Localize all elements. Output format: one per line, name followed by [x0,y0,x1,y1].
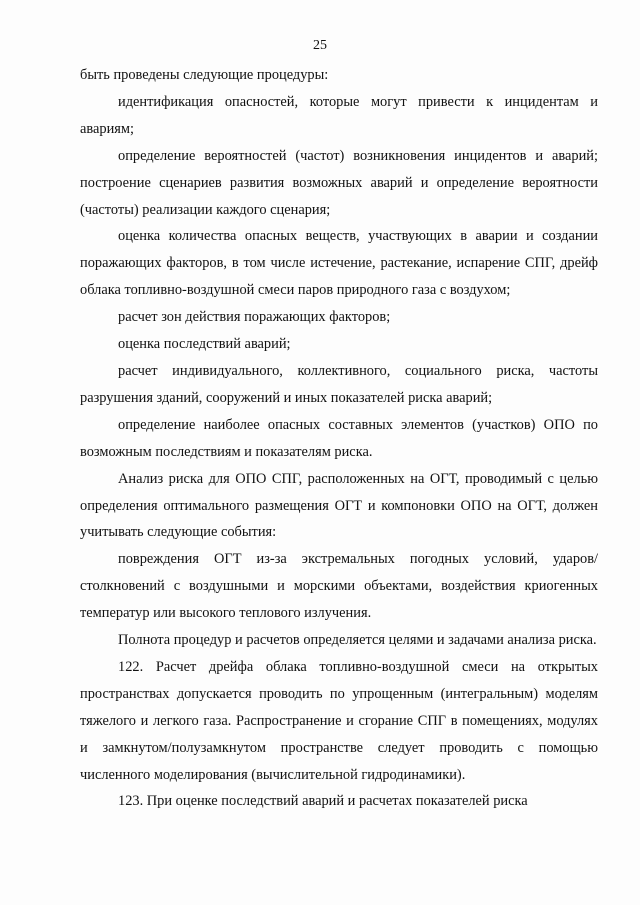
paragraph-risk-analysis: Анализ риска для ОПО СПГ, расположенных на ОГТ, проводимый с целью определения оптимального размещения ОГТ и компоновки ОПО на ОГТ, должен учитывать следующие события: [80,470,598,541]
paragraph-consequences: оценка последствий аварий; [118,336,291,353]
paragraph-damage-zones: расчет зон действия поражающих факторов; [118,309,391,326]
paragraph-hazard-identification: идентификация опасностей, которые могут привести к инцидентам и авариям; [80,93,598,137]
paragraph-dangerous-elements: определение наиболее опасных составных элементов (участков) ОПО по возможным последствиям и показателям риска. [80,416,598,460]
paragraph-intro: быть проведены следующие процедуры: [80,67,329,83]
document-body [80,62,598,815]
paragraph-clause-123: 123. При оценке последствий аварий и расчетах показателей риска [118,793,528,810]
paragraph-risk-calculation: расчет индивидуального, коллективного, социального риска, частоты разрушения зданий, сооружений и иных показателей риска аварий; [80,362,598,406]
paragraph-hazardous-substances: оценка количества опасных веществ, участвующих в аварии и создании поражающих факторов, в том числе истечение, растекание, испарение СПГ, дрейф облака топливно-воздушной смеси паров природного газа с воздухом; [80,228,598,299]
paragraph-damage-events: повреждения ОГТ из-за экстремальных погодных условий, ударов/столкновений с воздушными и морскими объектами, воздействия криогенных температур или высокого теплового излучения. [80,551,598,622]
paragraph-probability: определение вероятностей (частот) возникновения инцидентов и аварий; построение сценариев развития возможных аварий и определение вероятности (частоты) реализации каждого сценария; [80,147,598,218]
paragraph-clause-122: 122. Расчет дрейфа облака топливно-воздушной смеси на открытых пространствах допускается проводить по упрощенным (интегральным) моделям тяжелого и легкого газа. Распространение и сгорание СПГ в помещениях, модулях и замкнутом/полузамкнутом пространстве следует проводить с помощью численного моделирования (вычислительной гидродинамики). [80,658,598,783]
paragraph-completeness: Полнота процедур и расчетов определяется целями и задачами анализа риска. [118,632,597,649]
page-number: 25 [313,38,327,53]
